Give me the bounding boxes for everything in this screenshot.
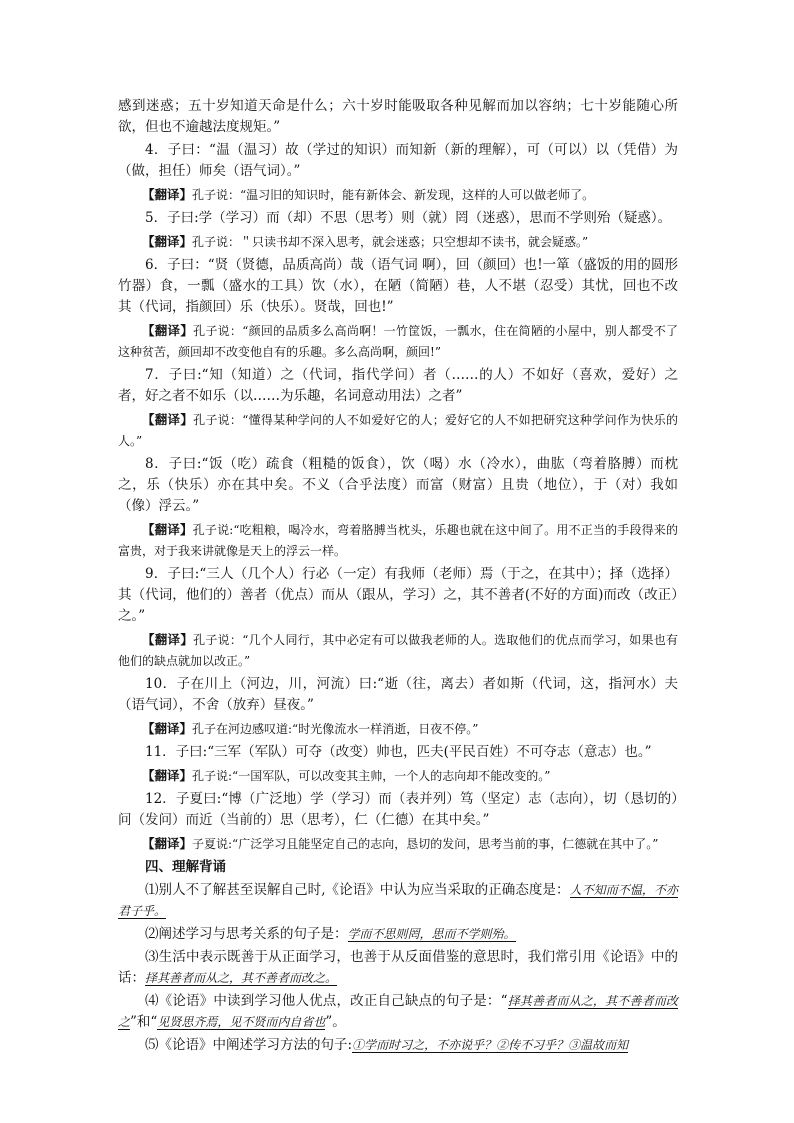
item-7: 7．子曰:“知（知道）之（代词，指代学问）者（……的人）不如好（喜欢，爱好）之者，好之者不如乐（以……为乐趣，名词意动用法）之者” — [118, 367, 678, 404]
item-5: 5．子曰:学（学习）而（却）不思（思考）则（就）罔（迷惑），思而不学则殆（疑惑）。 — [145, 210, 672, 226]
translation-5 — [118, 231, 678, 253]
translation-12 — [118, 833, 678, 855]
answer-text: 人不知而不愠，不亦君子乎。 — [118, 883, 678, 918]
translation-text: 子夏说:“广泛学习且能坚定自己的志向，恳切的发问，思考当前的事，仁德就在其中了。” — [192, 837, 659, 851]
question-text: ⑴别人不了解甚至误解自己时,《论语》中认为应当采取的正确态度是： — [145, 882, 570, 898]
translation-text: 孔子在河边感叹道:“时光像流水一样消逝，日夜不停。” — [192, 722, 479, 736]
translation-4 — [118, 184, 678, 206]
answer-text: 择其善者而从之，其不善者而改之 — [118, 994, 678, 1029]
translation-tag: 【翻译】 — [142, 836, 193, 851]
translation-tag: 【翻译】 — [142, 323, 194, 338]
translation-tag: 【翻译】 — [142, 187, 193, 202]
translation-text: 孔子说:“一国军队，可以改变其主帅，一个人的志向却不能改变的。” — [192, 769, 551, 783]
translation-tag: 【翻译】 — [142, 768, 193, 783]
question-text: ⑶生活中表示既善于从正面学习，也善于从反面借鉴的意思时，我们常引用《论语》中的话： — [118, 949, 678, 986]
question-text: ⑷《论语》中读到学习他人优点，改正自己缺点的句子是：“ — [145, 993, 508, 1009]
translation-6 — [118, 320, 678, 363]
translation-text: 孔子说：“颜回的品质多么高尚啊！一竹筐饭，一瓢水，住在简陋的小屋中，别人都受不了这种贫苦，颜回却不改变他自有的乐趣。多么高尚啊，颜回!” — [118, 324, 678, 359]
question-text: ⑵阐述学习与思考关系的句子是： — [145, 926, 348, 942]
translation-tag: 【翻译】 — [142, 522, 193, 537]
answer-text: 见贤思齐焉，见不贤而内自省也 — [157, 1015, 326, 1029]
question-text: ”。 — [325, 1014, 346, 1030]
item-11: 11．子曰:“三军（军队）可夺（改变）帅也，匹夫(平民百姓）不可夺志（意志）也。” — [145, 744, 652, 760]
item-8: 8．子曰:“饭（吃）疏食（粗糙的饭食），饮（喝）水（冷水），曲肱（弯着胳膊）而枕之，乐（快乐）亦在其中矣。不义（合乎法度）而富（财富）且贵（地位），于（对）我如（像）浮云。” — [118, 456, 678, 514]
translation-text: 孔子说：“懂得某种学问的人不如爱好它的人；爱好它的人不如把研究这种学问作为快乐的人。” — [118, 413, 678, 448]
paragraph-continuation: 感到迷惑；五十岁知道天命是什么；六十岁时能吸取各种见解而加以容纳；七十岁能随心所欲，但也不逾越法度规矩。” — [118, 98, 678, 135]
translation-tag: 【翻译】 — [142, 632, 194, 647]
translation-tag: 【翻译】 — [142, 412, 194, 427]
item-12: 12．子夏曰:“博（广泛地）学（学习）而（表并列）笃（坚定）志（志向），切（恳切的）问（发问）而近（当前的）思（思考），仁（仁德）在其中矣。” — [118, 791, 678, 828]
translation-9 — [118, 629, 678, 672]
question-5 — [118, 1035, 678, 1056]
translation-tag: 【翻译】 — [142, 234, 193, 249]
translation-text: 孔子说：＂只读书却不深入思考，就会迷惑；只空想却不读书，就会疑惑。” — [192, 235, 589, 249]
question-text: ⑸《论语》中阐述学习方法的句子: — [145, 1037, 353, 1053]
question-3 — [118, 947, 678, 989]
item-4: 4．子曰：“温（温习）故（学过的知识）而知新（新的理解），可（可以）以（凭借）为（做，担任）师矣（语气词）。” — [118, 142, 678, 179]
translation-10 — [118, 718, 678, 740]
section-heading: 四、理解背诵 — [145, 859, 226, 875]
question-1 — [118, 880, 678, 922]
translation-tag: 【翻译】 — [142, 721, 193, 736]
translation-text: 孔子说：“温习旧的知识时，能有新体会、新发现，这样的人可以做老师了。 — [192, 188, 595, 202]
translation-8 — [118, 519, 678, 562]
question-4 — [118, 991, 678, 1033]
item-9: 9．子曰:“三人（几个人）行必（一定）有我师（老师）焉（于之，在其中）；择（选择）其（代词，他们的）善者（优点）而从（跟从，学习）之，其不善者(不好的方面)而改（改正）之。” — [118, 566, 678, 624]
answer-text: 学而不思则罔，思而不学则殆。 — [347, 927, 516, 941]
answer-text: ①学而时习之，不亦说乎？②传不习乎？③温故而知 — [352, 1038, 629, 1052]
item-10: 10．子在川上（河边，川，河流）曰:“逝（往，离去）者如斯（代词，这，指河水）夫（语气词），不舍（放弃）昼夜。” — [118, 676, 678, 713]
document-body — [118, 96, 678, 1058]
translation-text: 孔子说:“吃粗粮，喝冷水，弯着胳膊当枕头，乐趣也就在这中间了。用不正当的手段得来的富贵，对于我来讲就像是天上的浮云一样。 — [118, 523, 678, 558]
translation-text: 孔子说：“几个人同行，其中必定有可以做我老师的人。选取他们的优点而学习，如果也有他们的缺点就加以改正。” — [118, 633, 678, 668]
translation-11 — [118, 765, 678, 787]
answer-text: 择其善者而从之，其不善者而改之。 — [145, 971, 338, 985]
question-text: ”和“ — [130, 1014, 158, 1030]
question-2 — [118, 924, 678, 945]
translation-7 — [118, 409, 678, 452]
item-6: 6．子曰：“贤（贤德，品质高尚）哉（语气词 啊），回（颜回）也!一箪（盛饭的用的圆形竹器）食，一瓢（盛水的工具）饮（水），在陋（简陋）巷，人不堪（忍受）其忧，回也不改其（代词，指颜回）乐（快乐）。贤哉，回也!” — [118, 257, 678, 315]
